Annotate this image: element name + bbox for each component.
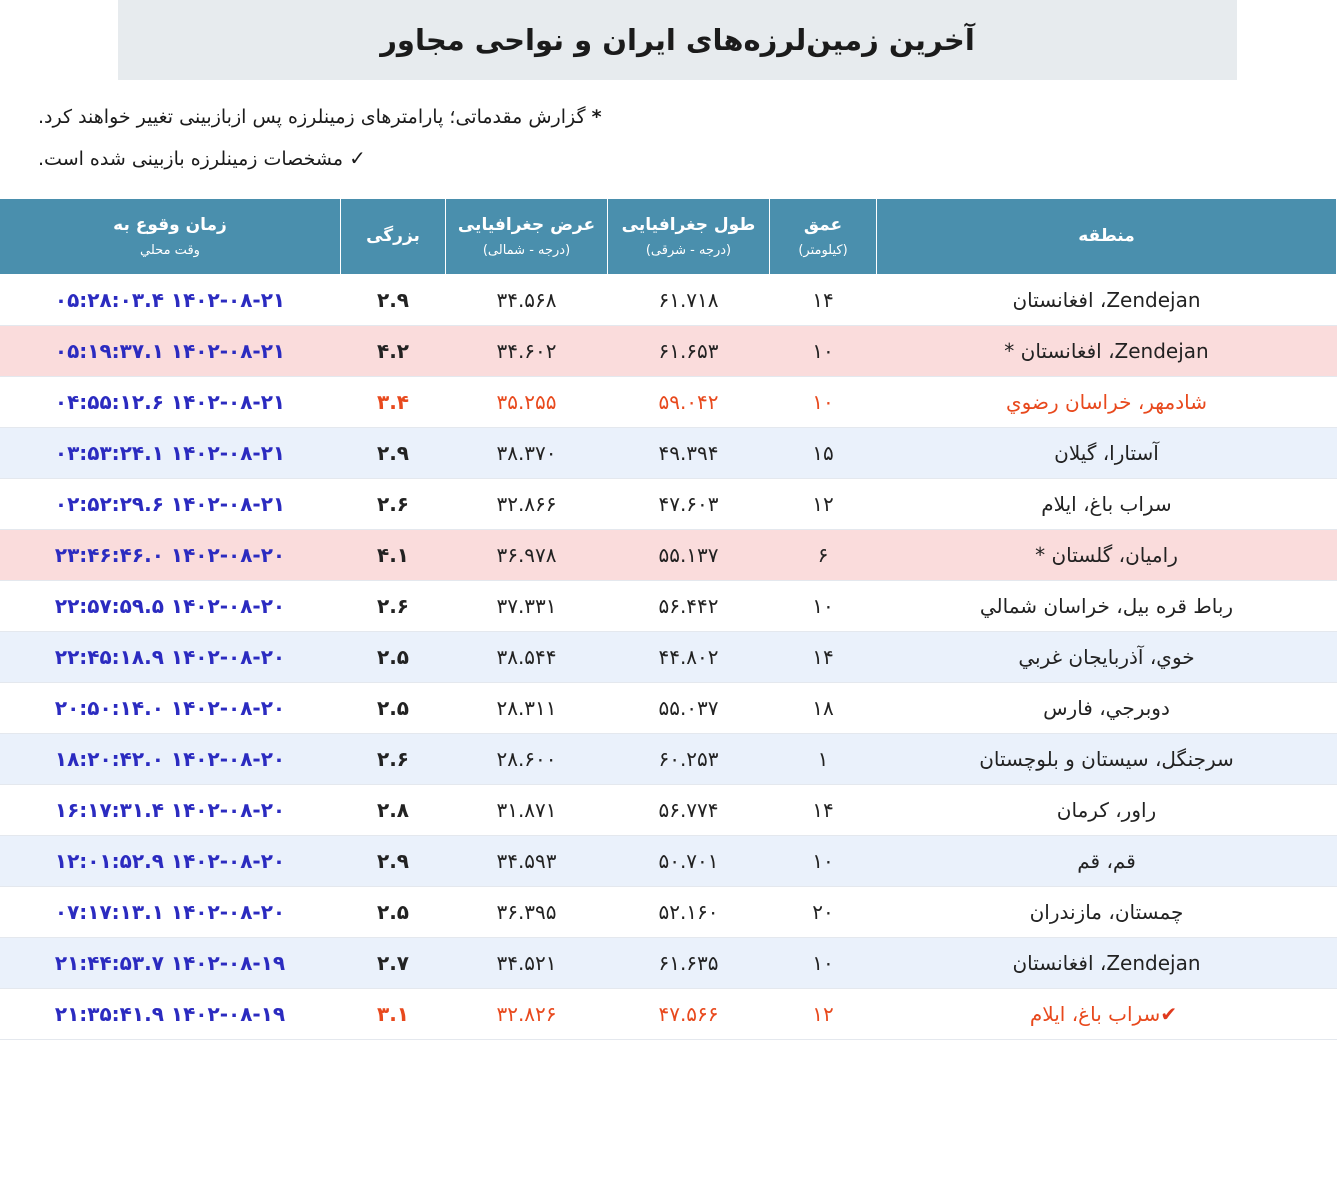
table-row[interactable] — [0, 377, 1337, 428]
column-header-time-label: زمان وقوع به — [113, 215, 227, 235]
cell-time: ۱۴۰۲-۰۸-۲۱ ۰۳:۵۳:۲۴.۱ — [0, 428, 341, 479]
cell-region: آستارا، گیلان — [877, 428, 1337, 479]
cell-longitude: ۴۷.۶۰۳ — [608, 479, 770, 530]
cell-longitude: ۴۴.۸۰۲ — [608, 632, 770, 683]
cell-depth: ۱۲ — [770, 989, 877, 1040]
cell-region: Zendejan، افغانستان * — [877, 326, 1337, 377]
column-header-depth-label: عمق — [803, 215, 843, 235]
cell-depth: ۱ — [770, 734, 877, 785]
table-header-row — [0, 199, 1337, 275]
cell-latitude: ۳۸.۳۷۰ — [446, 428, 608, 479]
table-row[interactable] — [0, 632, 1337, 683]
table-row[interactable] — [0, 326, 1337, 377]
cell-depth: ۱۴ — [770, 275, 877, 326]
asterisk-icon: * — [591, 106, 602, 128]
cell-time: ۱۴۰۲-۰۸-۱۹ ۲۱:۴۴:۵۳.۷ — [0, 938, 341, 989]
cell-magnitude: ۲.۸ — [341, 785, 446, 836]
cell-longitude: ۵۰.۷۰۱ — [608, 836, 770, 887]
cell-region: ✔سراب باغ، ایلام — [877, 989, 1337, 1040]
cell-time: ۱۴۰۲-۰۸-۲۰ ۱۸:۲۰:۴۲.۰ — [0, 734, 341, 785]
cell-time: ۱۴۰۲-۰۸-۲۱ ۰۲:۵۲:۲۹.۶ — [0, 479, 341, 530]
column-header-region[interactable] — [877, 199, 1337, 275]
cell-region: شادمهر، خراسان رضوي — [877, 377, 1337, 428]
cell-depth: ۱۰ — [770, 377, 877, 428]
cell-region: سرجنگل، سیستان و بلوچستان — [877, 734, 1337, 785]
cell-magnitude: ۲.۹ — [341, 836, 446, 887]
check-icon: ✓ — [349, 146, 366, 170]
cell-magnitude: ۲.۹ — [341, 428, 446, 479]
note-preliminary — [0, 106, 1337, 128]
column-header-magnitude-label: بزرگی — [366, 225, 420, 246]
cell-region: رامیان، گلستان * — [877, 530, 1337, 581]
cell-magnitude: ۲.۷ — [341, 938, 446, 989]
cell-region: چمستان، مازندران — [877, 887, 1337, 938]
cell-magnitude: ۴.۲ — [341, 326, 446, 377]
cell-time: ۱۴۰۲-۰۸-۲۰ ۲۲:۵۷:۵۹.۵ — [0, 581, 341, 632]
cell-magnitude: ۴.۱ — [341, 530, 446, 581]
cell-magnitude: ۳.۱ — [341, 989, 446, 1040]
table-row[interactable] — [0, 785, 1337, 836]
note-preliminary-text: گزارش مقدماتی؛ پارامترهای زمینلرزه پس ازبازبینی تغییر خواهند کرد. — [38, 106, 586, 128]
table-body — [0, 275, 1337, 1040]
cell-longitude: ۵۵.۰۳۷ — [608, 683, 770, 734]
cell-longitude: ۶۱.۶۵۳ — [608, 326, 770, 377]
cell-region: قم، قم — [877, 836, 1337, 887]
cell-time: ۱۴۰۲-۰۸-۲۰ ۱۲:۰۱:۵۲.۹ — [0, 836, 341, 887]
cell-longitude: ۵۹.۰۴۲ — [608, 377, 770, 428]
cell-depth: ۱۰ — [770, 938, 877, 989]
column-header-region-label: منطقه — [1078, 225, 1135, 246]
cell-latitude: ۳۴.۵۲۱ — [446, 938, 608, 989]
column-header-latitude-unit: (درجه - شمالی) — [482, 242, 571, 258]
column-header-longitude-unit: (درجه - شرقی) — [645, 242, 732, 258]
cell-longitude: ۶۰.۲۵۳ — [608, 734, 770, 785]
table-row[interactable] — [0, 275, 1337, 326]
cell-latitude: ۳۴.۵۹۳ — [446, 836, 608, 887]
cell-depth: ۱۴ — [770, 785, 877, 836]
table-row[interactable] — [0, 989, 1337, 1040]
cell-magnitude: ۲.۵ — [341, 632, 446, 683]
cell-depth: ۱۵ — [770, 428, 877, 479]
cell-longitude: ۶۱.۷۱۸ — [608, 275, 770, 326]
cell-time: ۱۴۰۲-۰۸-۲۱ ۰۵:۱۹:۳۷.۱ — [0, 326, 341, 377]
cell-region: رباط قره بیل، خراسان شمالي — [877, 581, 1337, 632]
cell-region: سراب باغ، ایلام — [877, 479, 1337, 530]
table-row[interactable] — [0, 836, 1337, 887]
title-banner — [118, 0, 1237, 80]
cell-time: ۱۴۰۲-۰۸-۲۱ ۰۵:۲۸:۰۳.۴ — [0, 275, 341, 326]
cell-longitude: ۴۷.۵۶۶ — [608, 989, 770, 1040]
cell-latitude: ۳۲.۸۶۶ — [446, 479, 608, 530]
cell-magnitude: ۲.۵ — [341, 683, 446, 734]
column-header-time-sub: وقت محلي — [140, 242, 200, 258]
table-row[interactable] — [0, 530, 1337, 581]
cell-time: ۱۴۰۲-۰۸-۲۱ ۰۴:۵۵:۱۲.۶ — [0, 377, 341, 428]
cell-latitude: ۳۴.۵۶۸ — [446, 275, 608, 326]
cell-magnitude: ۲.۵ — [341, 887, 446, 938]
cell-longitude: ۵۶.۷۷۴ — [608, 785, 770, 836]
cell-magnitude: ۲.۶ — [341, 479, 446, 530]
column-header-latitude-label: عرض جغرافیایی — [457, 215, 596, 235]
cell-time: ۱۴۰۲-۰۸-۲۰ ۲۲:۴۵:۱۸.۹ — [0, 632, 341, 683]
table-header — [0, 199, 1337, 275]
cell-latitude: ۳۸.۵۴۴ — [446, 632, 608, 683]
cell-magnitude: ۲.۹ — [341, 275, 446, 326]
cell-longitude: ۵۲.۱۶۰ — [608, 887, 770, 938]
cell-depth: ۱۰ — [770, 581, 877, 632]
table-row[interactable] — [0, 581, 1337, 632]
cell-time: ۱۴۰۲-۰۸-۲۰ ۱۶:۱۷:۳۱.۴ — [0, 785, 341, 836]
column-header-longitude[interactable] — [608, 199, 770, 275]
cell-latitude: ۳۵.۲۵۵ — [446, 377, 608, 428]
reviewed-check-icon: ✔ — [1160, 1002, 1178, 1026]
cell-latitude: ۳۱.۸۷۱ — [446, 785, 608, 836]
cell-magnitude: ۲.۶ — [341, 734, 446, 785]
table-row[interactable] — [0, 887, 1337, 938]
cell-latitude: ۳۶.۳۹۵ — [446, 887, 608, 938]
cell-time: ۱۴۰۲-۰۸-۱۹ ۲۱:۳۵:۴۱.۹ — [0, 989, 341, 1040]
cell-magnitude: ۲.۶ — [341, 581, 446, 632]
cell-depth: ۱۴ — [770, 632, 877, 683]
cell-depth: ۱۰ — [770, 836, 877, 887]
column-header-longitude-label: طول جغرافیایی — [621, 215, 756, 235]
cell-longitude: ۵۶.۴۴۲ — [608, 581, 770, 632]
cell-magnitude: ۳.۴ — [341, 377, 446, 428]
note-reviewed-text: مشخصات زمینلرزه بازبینی شده است. — [38, 148, 344, 170]
cell-longitude: ۵۵.۱۳۷ — [608, 530, 770, 581]
cell-depth: ۱۰ — [770, 326, 877, 377]
notes-section — [0, 80, 1337, 198]
cell-latitude: ۲۸.۳۱۱ — [446, 683, 608, 734]
table-row[interactable] — [0, 479, 1337, 530]
page-title: آخرین زمین‌لرزه‌های ایران و نواحی مجاور — [380, 23, 975, 57]
cell-depth: ۱۲ — [770, 479, 877, 530]
cell-region: Zendejan، افغانستان — [877, 275, 1337, 326]
column-header-time[interactable] — [0, 199, 341, 275]
note-reviewed — [0, 146, 1337, 170]
cell-depth: ۶ — [770, 530, 877, 581]
earthquake-table — [0, 198, 1337, 1040]
table-row[interactable] — [0, 938, 1337, 989]
column-header-depth-unit: (کیلومتر) — [798, 242, 848, 258]
cell-time: ۱۴۰۲-۰۸-۲۰ ۰۷:۱۷:۱۳.۱ — [0, 887, 341, 938]
cell-region: Zendejan، افغانستان — [877, 938, 1337, 989]
column-header-magnitude[interactable] — [341, 199, 446, 275]
cell-region: راور، کرمان — [877, 785, 1337, 836]
table-row[interactable] — [0, 734, 1337, 785]
cell-latitude: ۳۷.۳۳۱ — [446, 581, 608, 632]
table-row[interactable] — [0, 428, 1337, 479]
table-row[interactable] — [0, 683, 1337, 734]
cell-time: ۱۴۰۲-۰۸-۲۰ ۲۳:۴۶:۴۶.۰ — [0, 530, 341, 581]
cell-latitude: ۳۶.۹۷۸ — [446, 530, 608, 581]
cell-latitude: ۲۸.۶۰۰ — [446, 734, 608, 785]
column-header-depth[interactable] — [770, 199, 877, 275]
column-header-latitude[interactable] — [446, 199, 608, 275]
cell-depth: ۲۰ — [770, 887, 877, 938]
cell-time: ۱۴۰۲-۰۸-۲۰ ۲۰:۵۰:۱۴.۰ — [0, 683, 341, 734]
cell-depth: ۱۸ — [770, 683, 877, 734]
cell-longitude: ۴۹.۳۹۴ — [608, 428, 770, 479]
cell-latitude: ۳۴.۶۰۲ — [446, 326, 608, 377]
cell-latitude: ۳۲.۸۲۶ — [446, 989, 608, 1040]
cell-longitude: ۶۱.۶۳۵ — [608, 938, 770, 989]
cell-region: خوي، آذربایجان غربي — [877, 632, 1337, 683]
cell-region: دوبرجي، فارس — [877, 683, 1337, 734]
